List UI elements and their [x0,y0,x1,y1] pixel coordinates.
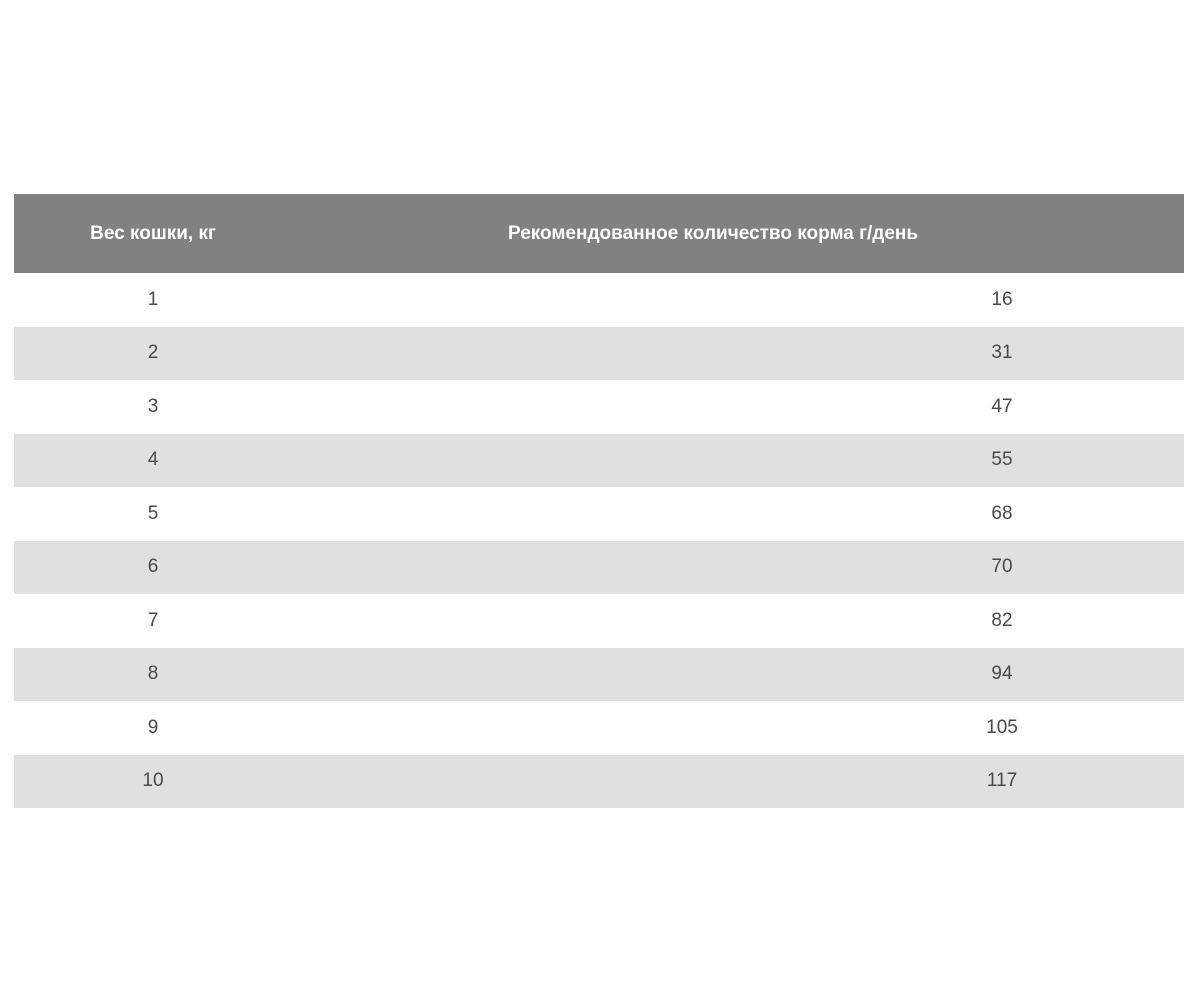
cell-amount: 117 [986,770,1018,792]
cell-amount: 70 [991,556,1013,578]
cell-amount: 47 [991,395,1013,417]
cell-amount: 16 [991,288,1013,310]
cell-amount-wrap [292,380,1184,434]
cell-amount-wrap [292,594,1184,648]
table-row [14,487,1184,541]
cell-amount-wrap [292,755,1184,809]
table-row [14,701,1184,755]
header-amount: Рекомендованное количество корма г/день [508,222,919,244]
feeding-table [14,194,1184,808]
table-row [14,755,1184,809]
cell-amount-wrap [292,273,1184,327]
cell-amount-wrap [292,487,1184,541]
cell-amount: 82 [991,609,1013,631]
cell-weight: 2 [147,342,159,364]
header-row [14,194,1184,273]
cell-weight: 8 [147,663,159,685]
cell-amount-wrap [292,434,1184,488]
cell-weight: 6 [147,556,159,578]
cell-weight: 3 [147,395,159,417]
table-row [14,434,1184,488]
cell-amount-wrap [292,327,1184,381]
cell-amount: 105 [986,716,1018,738]
cell-amount-wrap [292,648,1184,702]
table-row [14,541,1184,595]
cell-weight: 10 [142,770,164,792]
header-weight: Вес кошки, кг [90,222,216,244]
cell-amount: 68 [991,502,1013,524]
cell-weight: 4 [147,449,159,471]
cell-amount: 55 [991,449,1013,471]
table-row [14,648,1184,702]
cell-amount-wrap [292,541,1184,595]
cell-amount-wrap [292,701,1184,755]
cell-amount: 31 [991,342,1013,364]
table-row [14,273,1184,327]
cell-weight: 9 [147,716,159,738]
table-row [14,327,1184,381]
table-body [14,273,1184,808]
cell-weight: 7 [147,609,159,631]
table-row [14,594,1184,648]
cell-amount: 94 [991,663,1013,685]
cell-weight: 5 [147,502,159,524]
cell-weight: 1 [147,288,159,310]
table-row [14,380,1184,434]
table-header [14,194,1184,273]
